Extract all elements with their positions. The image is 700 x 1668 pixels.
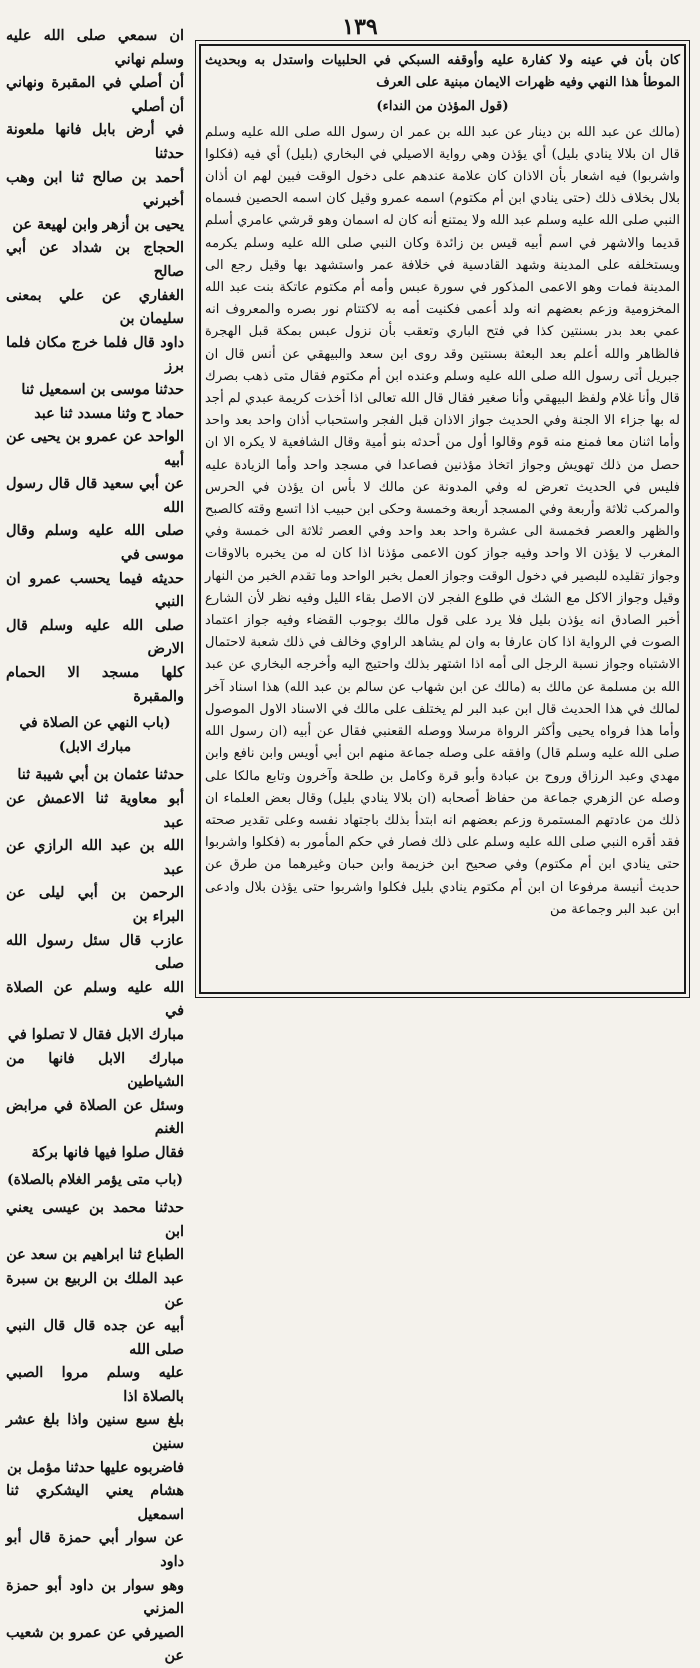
text-line: عبد الملك بن الربيع بن سبرة عن (6, 1269, 184, 1311)
text-line: بلغ سبع سنين واذا بلغ عشر سنين (6, 1411, 184, 1453)
text-line: الواحد عن عمرو بن يحيى عن أبيه (6, 428, 184, 469)
text-line: أحمد بن صالح ثنا ابن وهب أخبرني (6, 168, 184, 210)
text-line: عازب قال سئل رسول الله صلى (6, 931, 184, 973)
text-line: هشام يعني اليشكري ثنا اسمعيل (6, 1482, 184, 1523)
hadith-text-column (6, 24, 184, 1665)
text-line: حماد ح وثنا مسدد ثنا عبد (34, 404, 184, 422)
text-line: عليه وسلم مروا الصبي بالصلاة اذا (6, 1364, 184, 1405)
chapter-heading: (باب متى يؤمر الغلام بالصلاة) (6, 1171, 184, 1188)
text-line: مبارك الابل فانها من الشياطين (6, 1049, 184, 1091)
text-line: الرحمن بن أبي ليلى عن البراء بن (6, 884, 184, 925)
text-line: حدثنا محمد بن عيسى يعني ابن (6, 1199, 184, 1240)
text-line: فاضربوه عليها حدثنا مؤمل بن (6, 1458, 184, 1476)
text-line: صلى الله عليه وسلم وقال موسى في (6, 522, 184, 564)
text-line: وهو سوار بن داود أبو حمزة المزني (6, 1576, 184, 1618)
text-line: حدثنا موسى بن اسمعيل ثنا (21, 380, 184, 398)
text-line: فقال صلوا فيها فانها بركة (31, 1143, 184, 1161)
side-lines-block-1 (6, 24, 184, 708)
side-lines-block-2 (6, 763, 184, 1164)
text-line: الله بن عبد الله الرازي عن عبد (6, 837, 184, 878)
text-line: عن سوار أبي حمزة قال أبو داود (6, 1529, 184, 1570)
text-line: أبيه عن جده قال قال النبي صلى الله (6, 1317, 184, 1358)
text-line: الغفاري عن علي بمعنى سليمان بن (6, 286, 184, 328)
side-lines-block-3 (6, 1196, 184, 1668)
text-line: كلها مسجد الا الحمام والمقبرة (6, 664, 184, 705)
commentary-column (205, 50, 680, 988)
text-line: مبارك الابل فقال لا تصلوا في (7, 1025, 184, 1043)
text-line: وسئل عن الصلاة في مرابض الغنم (6, 1096, 184, 1138)
text-line: في أرض بابل فانها ملعونة حدثنا (6, 121, 184, 162)
text-line: أن أصلي في المقبرة ونهاني أن أصلي (6, 74, 184, 115)
page-number: ١٣٩ (342, 14, 378, 40)
text-line: الطباع ثنا ابراهيم بن سعد عن (6, 1246, 184, 1264)
text-line: صلى الله عليه وسلم قال الارض (6, 616, 184, 658)
text-line: داود قال فلما خرج مكان فلما برز (6, 333, 184, 375)
text-line: حدثنا عثمان بن أبي شيبة ثنا (17, 766, 184, 784)
top-note: كان بأن في عينه ولا كفارة عليه وأوقفه السبكي في الحلبيات واستدل به وبحديث الموطأ هذا النهي وفيه ظهرات الايمان مبنية على العرف (205, 53, 680, 91)
commentary-paragraph: (مالك عن عبد الله بن دينار عن عبد الله بن عمر ان رسول الله صلى الله عليه وسلم قال ان بلالا ينادي بليل) أي يؤذن وهي رواية الاصيلي في البخاري (بليل) أي فيه (فكلوا واشربوا) فيه اشعار بأن الاذان كان علامة عندهم على دخول الوقت فبين لهم ان أذان بلال بخلاف ذلك (حتى ينادي ابن أم مكتوم) اسمه عمرو وقيل كان اسمه الحصين فسماه النبي صلى الله عليه وسلم عبد الله ولا يمتنع أنه كان له اسمان وهو قرشي عامري أسلم قديما والاشهر في اسم أبيه قيس بن زائدة وكان النبي صلى الله عليه وسلم يكرمه ويستخلفه على المدينة وشهد القادسية في خلافة عمر واستشهد بها وقيل رجع الى المدينة فمات وهو الاعمى المذكور في سورة عبس وأمه أم مكتوم عاتكة بنت عبد الله المخزومية وزعم بعضهم انه ولد أعمى فكنيت أمه به لاكتتام نور بصره والمعروف انه عمي بعد بدر بسنتين كذا في فتح الباري وتعقب بأن نزول عبس بمكة قبل الهجرة فالظاهر والله أعلم بعد البعثة بسنتين وقد روى ابن سعد والبيهقي عن أنس قال ان جبريل أتى رسول الله صلى الله عليه وسلم وعنده ابن أم مكتوم فقال متى ذهب بصرك قال وأنا غلام ولفظ البيهقي وأنا صغير فقال قال الله تعالى اذا أخذت كريمة عبدي لم أجد له بها جزاء الا الجنة وفي الحديث جواز الاذان قبل الفجر واستحباب أذان واحد بعد واحد وأما اثنان معا فمنع منه قوم وقالوا أول من أحدثه بنو أمية وقال الشافعية لا يكره الا ان حصل من ذلك تهويش وجواز اتخاذ مؤذنين فصاعدا في مسجد واحد وأما الزيادة عليه فليس في الحديث تعرض له وفي المدونة عن مالك لا بأس ان يؤذن في الحرس والمركب ثلاثة وأربعة وفي المسجد أربعة وخمسة وحكى ابن حبيب اذا اتسع وقته كالصبح والظهر والعصر فخمسة الى عشرة واحد بعد واحد وفي العصر ثلاثة الى خمسة وفي المغرب لا يؤذن الا واحد وفيه جواز كون الاعمى مؤذنا اذا كان له من يخبره بالاوقات وجواز تقليده للبصير في دخول الوقت وجواز العمل بخبر الواحد وما تقدم الخبر من النهار وقيل وجواز الاكل مع الشك في طلوع الفجر لان الاصل بقاء الليل وفيه نظر لأن الشارع أخبر الصادق انه يؤذن بليل فلا يرد على قول مالك بوجوب القضاء وفيه جواز اعتماد الصوت في الرواية اذا كان عارفا به وان لم يشاهد الراوي وخالف في ذلك شعبة لاحتمال الاشتباه وجواز نسبة الرجل الى أمه اذا اشتهر بذلك واحتيج اليه وأخرجه البخاري عن عبد الله بن مسلمة عن مالك به (مالك عن ابن شهاب عن سالم بن عبد الله) هذا اسناد آخر لمالك في هذا الحديث قال ابن عبد البر لم يختلف على مالك في الاسناد الاول الموصول وأما هذا فرواه يحيى وأكثر الرواة مرسلا ووصله القعنبي فقال عن أبيه (ان رسول الله صلى الله عليه وسلم قال) وافقه على وصله جماعة منهم ابن أبي أويس وابن نافع وابن مهدي وعبد الرزاق وروح بن عبادة وأبو قرة وكامل بن طلحة وآخرون وتابع مالكا على وصله عن الزهري جماعة من حفاظ أصحابه (ان بلالا ينادي بليل) وقال بعض العلماء ان ذلك من عادتهم المستمرة وزعم بعضهم انه ابتدأ بذلك باجتهاد نفسه وعلى تقدير صحته فقد أقره النبي صلى الله عليه وسلم على ذلك فصار في حكم المأمور به (فكلوا واشربوا حتى ينادي ابن أم مكتوم) وفي صحيح ابن خزيمة وابن حبان وغيرهما من طرق عن حديث أنيسة مرفوعا ان ابن أم مكتوم ينادي بليل فكلوا واشربوا حتى يؤذن بلال وادعى ابن عبد البر وجماعة من (205, 124, 680, 917)
text-line: عن أبي سعيد قال قال رسول الله (6, 475, 184, 516)
text-line: أبو معاوية ثنا الاعمش عن عبد (6, 790, 184, 831)
text-line: الله عليه وسلم عن الصلاة في (6, 978, 184, 1020)
text-line: يحيى بن أزهر وابن لهيعة عن (12, 215, 184, 233)
text-line: حديثه فيما يحسب عمرو ان النبي (6, 569, 184, 611)
section-heading: (قول المؤذن من النداء) (376, 99, 509, 115)
text-line: الحجاج بن شداد عن أبي صالح (6, 239, 184, 280)
chapter-heading: (باب النهي عن الصلاة في مبارك الابل) (19, 715, 171, 755)
text-line: الصيرفي عن عمرو بن شعيب عن (6, 1623, 184, 1665)
text-line: ان سمعي صلى الله عليه وسلم نهاني (6, 27, 184, 68)
